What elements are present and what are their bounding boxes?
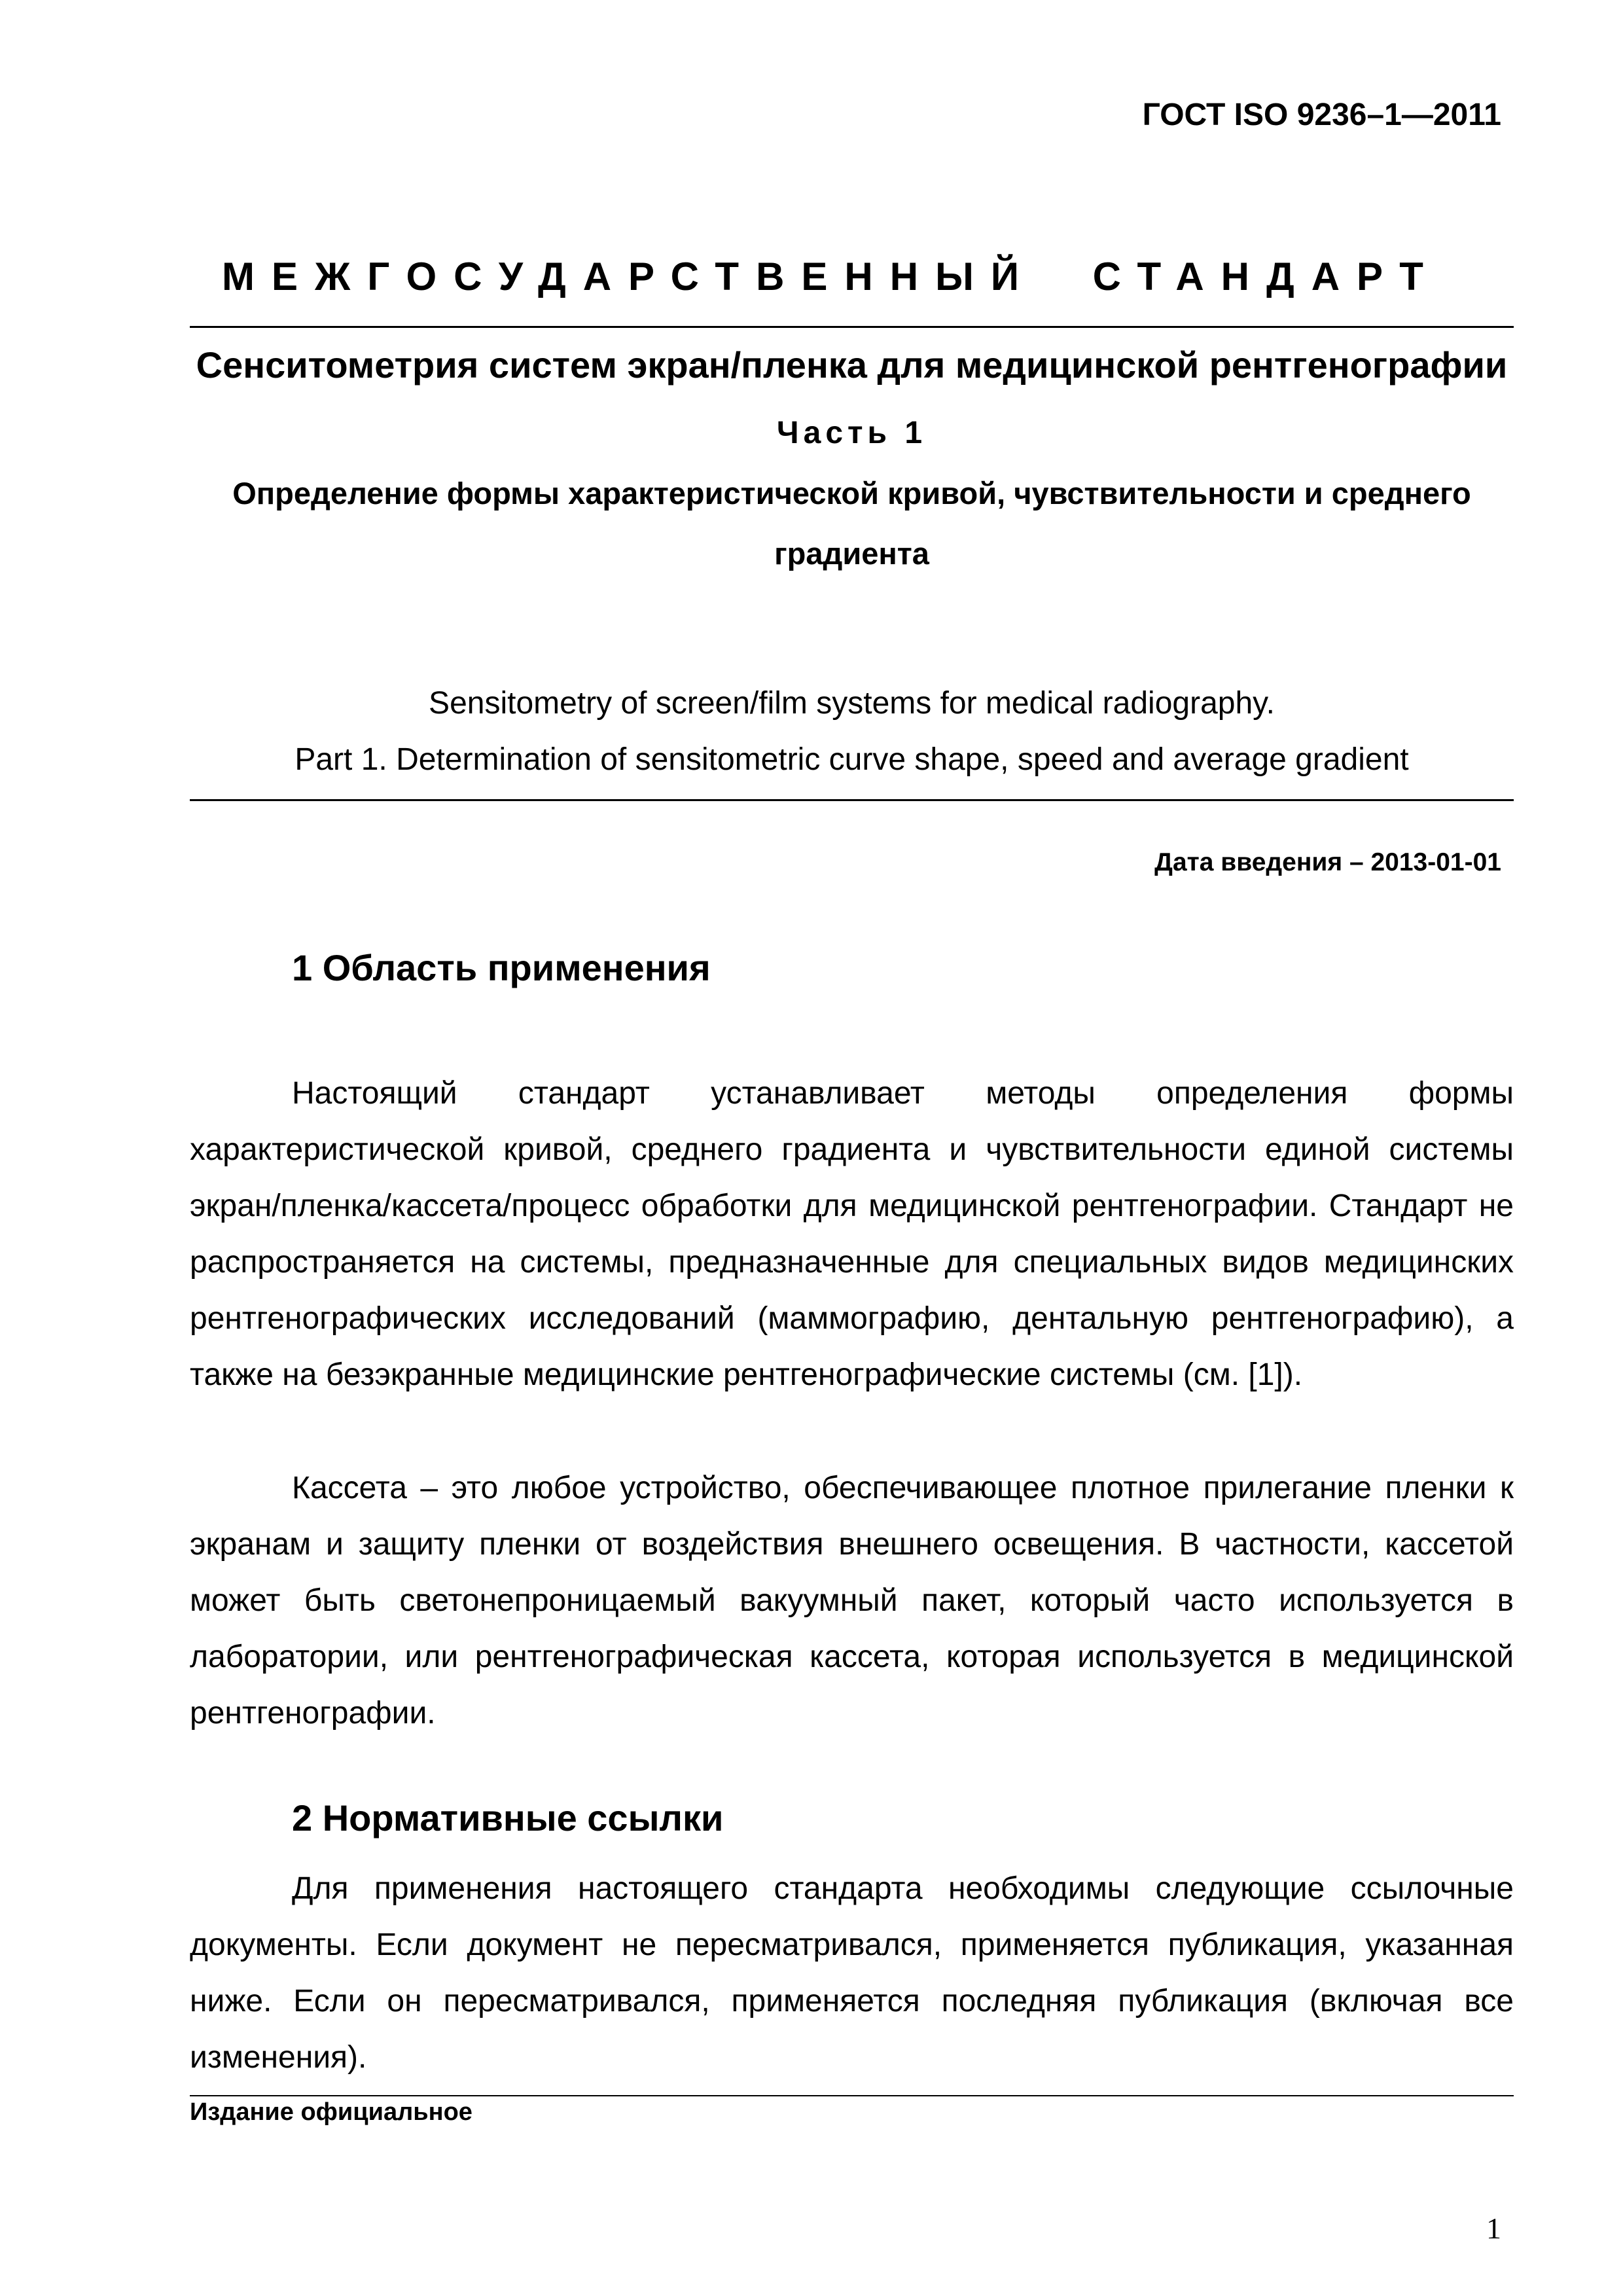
english-title xyxy=(190,675,1514,788)
divider-title xyxy=(190,799,1514,801)
divider-footer xyxy=(190,2095,1514,2096)
part-label: Часть 1 xyxy=(776,416,927,450)
document-subtitle: Определение формы характеристической кривой, чувствительности и среднего градиента xyxy=(232,476,1471,571)
section-1-heading: 1 Область применения xyxy=(292,947,711,988)
standard-type-banner: МЕЖГОСУДАРСТВЕННЫЙ СТАНДАРТ xyxy=(222,255,1440,298)
title-block xyxy=(190,327,1514,584)
section-1-paragraph-1: Настоящий стандарт устанавливает методы определения формы характеристической кривой, среднего градиента и чувствительности единой системы экран/пленка/кассета/процесс обработки для медицинской рентгенографии. Стандарт не распространяется на системы, предназначенные для специальных видов медицинских рентгенографических исследований (маммографию, дентальную рентгенографию), а также на безэкранные медицинские рентгенографические системы (см. [1]). xyxy=(190,1076,1514,1392)
section-2-heading: 2 Нормативные ссылки xyxy=(292,1797,724,1839)
section-2-paragraph-1: Для применения настоящего стандарта необходимы следующие ссылочные документы. Если документ не пересматривался, применяется публикация, указанная ниже. Если он пересматривался, применяется последняя публикация (включая все изменения). xyxy=(190,1871,1514,2075)
edition-label: Издание официальное xyxy=(190,2098,473,2126)
document-title: Сенситометрия систем экран/пленка для медицинской рентгенографии xyxy=(196,344,1508,386)
section-1-paragraph-2: Кассета – это любое устройство, обеспечивающее плотное прилегание пленки к экранам и защиту пленки от воздействия внешнего освещения. В частности, кассетой может быть светонепроницаемый вакуумный пакет, который часто используется в лаборатории, или рентгенографическая кассета, которая используется в медицинской рентгенографии. xyxy=(190,1471,1514,1731)
page-number: 1 xyxy=(1486,2212,1501,2245)
document-number: ГОСТ ISO 9236–1—2011 xyxy=(1142,98,1501,132)
english-title-line-2: Part 1. Determination of sensitometric curve shape, speed and average gradient xyxy=(294,742,1409,777)
introduction-date: Дата введения – 2013-01-01 xyxy=(1154,848,1501,876)
english-title-line-1: Sensitometry of screen/film systems for medical radiography. xyxy=(429,686,1275,721)
